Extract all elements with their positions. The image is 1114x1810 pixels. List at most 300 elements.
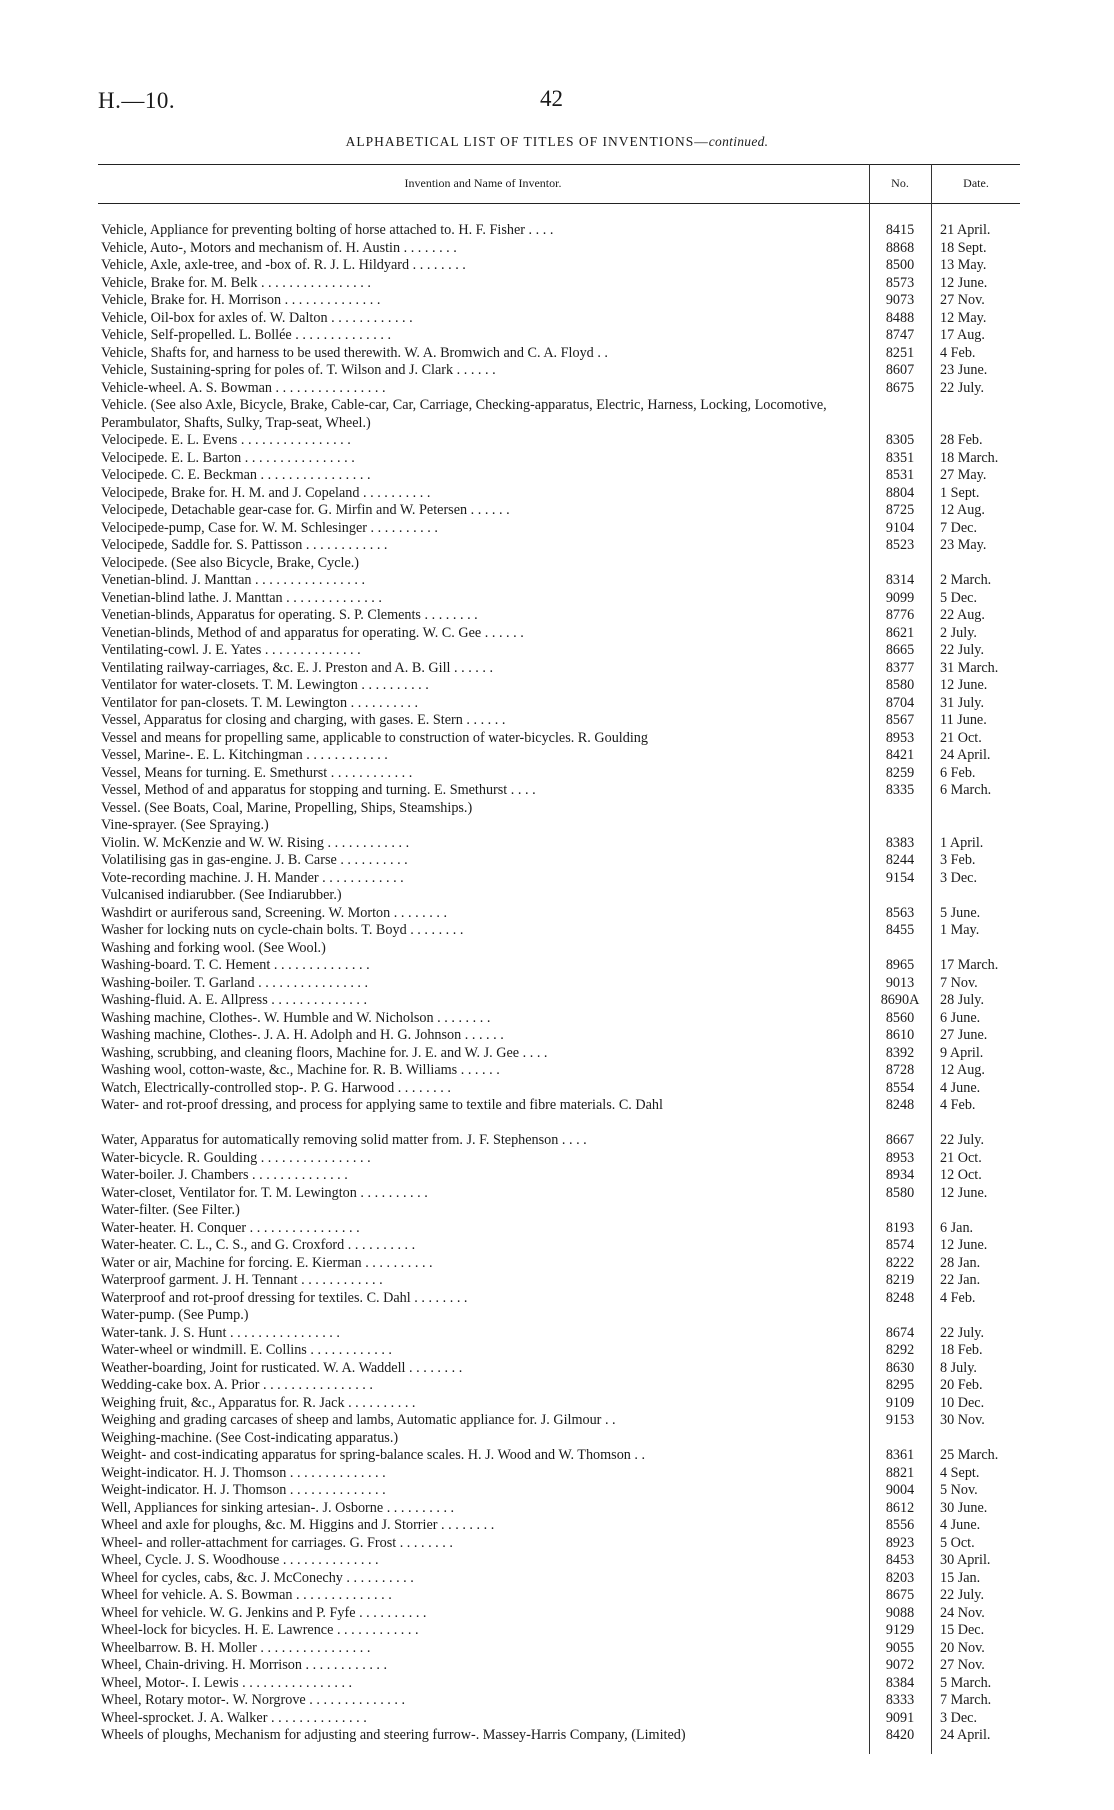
entry-row (0, 450, 1114, 468)
entry-title: Velocipede. E. L. Barton . . . . . . . . . . . . . . . . (101, 449, 355, 466)
entry-number: 8612 (885, 1499, 915, 1516)
entry-number: 8665 (885, 642, 915, 658)
entry-date: 23 June. (940, 362, 988, 378)
entry-row (0, 345, 1114, 363)
entry-number: 8567 (885, 712, 915, 728)
entry-title: Vote-recording machine. J. H. Mander . . . . . . . . . . . . (101, 869, 404, 886)
entry-date: 3 Feb. (940, 852, 976, 868)
entry-number: 8421 (885, 747, 915, 763)
entry-date: 22 July. (940, 642, 985, 658)
entry-date: 4 June. (940, 1079, 981, 1096)
entry-date: 7 Nov. (940, 974, 978, 991)
entry-date: 17 March. (940, 957, 999, 973)
entry-row (0, 975, 1114, 993)
entry-title: Wheel for vehicle. W. G. Jenkins and P. Fyfe . . . . . . . . . . (101, 1604, 427, 1621)
entry-date: 22 July. (940, 1324, 985, 1341)
entry-number: 9072 (885, 1657, 915, 1673)
entry-title: Vehicle, Appliance for preventing bolting of horse attached to. H. F. Fisher . . . . (101, 222, 554, 238)
entry-row (0, 275, 1114, 293)
entry-row (0, 555, 1114, 573)
entry-date: 6 Jan. (940, 1219, 974, 1236)
entry-date: 21 Oct. (940, 729, 982, 746)
entry-title: Washing-boiler. T. Garland . . . . . . . . . . . . . . . . (101, 974, 369, 991)
entry-number: 8580 (885, 677, 915, 693)
entry-date: 27 June. (940, 1027, 988, 1043)
entry-row (0, 1080, 1114, 1098)
entry-date: 15 Dec. (940, 1622, 985, 1638)
entry-date: 21 Oct. (940, 1149, 982, 1166)
entry-number: 8923 (885, 1534, 915, 1551)
entry-row (0, 327, 1114, 345)
entry-number: 9153 (885, 1412, 915, 1428)
entry-number: 8953 (885, 729, 915, 746)
entry-title: Washdirt or auriferous sand, Screening. W. Morton . . . . . . . . (101, 904, 447, 921)
entry-title: Vehicle, Sustaining-spring for poles of. T. Wilson and J. Clark . . . . . . (101, 362, 496, 378)
entry-row (0, 852, 1114, 870)
entry-title: Vehicle, Oil-box for axles of. W. Dalton . . . . . . . . . . . . (101, 309, 413, 326)
entry-row (0, 1272, 1114, 1290)
entry-date: 28 Jan. (940, 1254, 981, 1271)
entry-date: 5 Dec. (940, 589, 978, 606)
entry-number: 8934 (885, 1167, 915, 1183)
entry-number: 9109 (885, 1394, 915, 1411)
entry-date: 5 March. (940, 1674, 992, 1691)
entry-date: 6 June. (940, 1009, 981, 1026)
entry-number: 8351 (885, 449, 915, 466)
entry-row (0, 1465, 1114, 1483)
entry-date: 17 Aug. (940, 327, 985, 343)
entry-number: 8704 (885, 694, 915, 711)
entry-number: 8415 (885, 222, 915, 238)
entry-title: Weighing fruit, &c., Apparatus for. R. Jack . . . . . . . . . . (101, 1394, 416, 1411)
entry-number: 8453 (885, 1552, 915, 1568)
entry-title: Weight-indicator. H. J. Thomson . . . . . . . . . . . . . . (101, 1464, 386, 1481)
entry-number: 8821 (885, 1464, 915, 1481)
entry-title: Vessel and means for propelling same, applicable to construction of water-bicycles. R. Goulding (101, 729, 648, 746)
entry-date: 28 July. (940, 992, 985, 1008)
entry-row (0, 1290, 1114, 1308)
entry-number: 8560 (885, 1009, 915, 1026)
entry-row (0, 1675, 1114, 1693)
column-header-no: No. (891, 176, 909, 190)
entry-title: Washing and forking wool. (See Wool.) (101, 939, 326, 956)
entry-title: Ventilator for pan-closets. T. M. Lewington . . . . . . . . . . (101, 694, 419, 711)
entry-title: Water-bicycle. R. Goulding . . . . . . . . . . . . . . . . (101, 1149, 371, 1166)
entry-row (0, 1500, 1114, 1518)
entry-row (0, 1045, 1114, 1063)
header-rule-bottom (98, 203, 1020, 204)
entry-number: 8953 (885, 1149, 915, 1166)
list-title-continued: continued. (708, 134, 769, 149)
entry-title: Wheel, Rotary motor-. W. Norgrove . . . . . . . . . . . . . . (101, 1692, 406, 1708)
entry-row (0, 1132, 1114, 1150)
entry-number: 8523 (885, 537, 915, 553)
entry-number: 8630 (885, 1359, 915, 1376)
entry-row (0, 677, 1114, 695)
entry-row (0, 1587, 1114, 1605)
entry-number: 8573 (885, 274, 915, 291)
entry-title: Velocipede, Saddle for. S. Pattisson . . . . . . . . . . . . (101, 537, 388, 553)
entry-row (0, 607, 1114, 625)
entry-title: Ventilating-cowl. J. E. Yates . . . . . . . . . . . . . . (101, 642, 361, 658)
entry-number: 8500 (885, 257, 915, 273)
header-rule-top (98, 164, 1020, 165)
entry-row (0, 922, 1114, 940)
entry-title: Vessel. (See Boats, Coal, Marine, Propelling, Ships, Steamships.) (101, 799, 473, 816)
entry-number: 8292 (885, 1342, 915, 1358)
entry-row (0, 1010, 1114, 1028)
entry-number: 8580 (885, 1184, 915, 1201)
entry-date: 7 Dec. (940, 519, 978, 536)
entry-row (0, 1342, 1114, 1360)
entry-row (0, 712, 1114, 730)
entry-row (0, 432, 1114, 450)
entry-date: 30 June. (940, 1499, 988, 1516)
entry-date: 2 July. (940, 624, 977, 641)
entry-row (0, 1412, 1114, 1430)
entry-date: 24 Nov. (940, 1604, 985, 1621)
page-number: 42 (540, 86, 563, 111)
entry-title: Wheel, Chain-driving. H. Morrison . . . . . . . . . . . . (101, 1657, 388, 1673)
entry-date: 3 Dec. (940, 1709, 978, 1726)
entry-number: 9099 (885, 589, 915, 606)
entry-title: Water-tank. J. S. Hunt . . . . . . . . . . . . . . . . (101, 1324, 340, 1341)
entry-title: Washing-board. T. C. Hement . . . . . . . . . . . . . . (101, 957, 370, 973)
entry-title: Vessel, Apparatus for closing and charging, with gases. E. Stern . . . . . . (101, 712, 506, 728)
entry-title: Vehicle, Axle, axle-tree, and -box of. R. J. L. Hildyard . . . . . . . . (101, 257, 466, 273)
entry-number: 8455 (885, 922, 915, 938)
entry-date: 18 Feb. (940, 1342, 983, 1358)
entry-number: 8747 (885, 327, 915, 343)
entry-row (0, 695, 1114, 713)
entry-date: 22 July. (940, 379, 985, 396)
entry-number: 9154 (885, 869, 915, 886)
entry-date: 20 Feb. (940, 1377, 983, 1393)
entry-row (0, 1640, 1114, 1658)
entry-date: 31 July. (940, 694, 985, 711)
entry-number: 8610 (885, 1027, 915, 1043)
entry-row (0, 1570, 1114, 1588)
entry-row (0, 1692, 1114, 1710)
entry-row (0, 590, 1114, 608)
entry-date: 2 March. (940, 572, 992, 588)
entry-date: 27 May. (940, 467, 987, 483)
list-title-main: ALPHABETICAL LIST OF TITLES OF INVENTIONS— (345, 134, 709, 149)
entry-number: 9055 (885, 1639, 915, 1656)
entry-row (0, 310, 1114, 328)
entry-title: Water-boiler. J. Chambers . . . . . . . . . . . . . . (101, 1167, 348, 1183)
entry-date: 12 Aug. (940, 502, 985, 518)
entry-row (0, 1430, 1114, 1448)
entry-number: 8607 (885, 362, 915, 378)
entry-number: 8305 (885, 432, 915, 448)
entry-date: 28 Feb. (940, 432, 983, 448)
entry-row (0, 485, 1114, 503)
entry-row (0, 1255, 1114, 1273)
entry-date: 24 April. (940, 1727, 991, 1743)
entry-number: 9104 (885, 519, 915, 536)
entries-list (0, 222, 1114, 1762)
entry-row (0, 747, 1114, 765)
entry-title: Washing machine, Clothes-. W. Humble and W. Nicholson . . . . . . . . (101, 1009, 491, 1026)
entry-title: Water-closet, Ventilator for. T. M. Lewington . . . . . . . . . . (101, 1184, 428, 1201)
entry-row (0, 1605, 1114, 1623)
entry-title: Velocipede. (See also Bicycle, Brake, Cycle.) (101, 554, 360, 571)
entry-row (0, 940, 1114, 958)
entry-number: 8674 (885, 1324, 915, 1341)
entry-title: Water-heater. H. Conquer . . . . . . . . . . . . . . . . (101, 1219, 360, 1236)
entry-number: 9088 (885, 1604, 915, 1621)
entry-number: 8361 (885, 1447, 915, 1463)
entry-title: Weight- and cost-indicating apparatus for spring-balance scales. H. J. Wood and W. Thomson . . (101, 1447, 646, 1463)
entry-number: 8392 (885, 1044, 915, 1061)
entry-title: Water-filter. (See Filter.) (101, 1202, 240, 1218)
entry-title: Velocipede. E. L. Evens . . . . . . . . . . . . . . . . (101, 432, 351, 448)
entry-number: 8384 (885, 1674, 915, 1691)
entry-title: Waterproof garment. J. H. Tennant . . . . . . . . . . . . (101, 1272, 383, 1288)
entry-number: 8488 (885, 309, 915, 326)
entry-row (0, 1657, 1114, 1675)
entry-date: 12 June. (940, 1184, 988, 1201)
entry-title: Vessel, Means for turning. E. Smethurst . . . . . . . . . . . . (101, 764, 413, 781)
entry-title: Wheel-lock for bicycles. H. E. Lawrence . . . . . . . . . . . . (101, 1622, 419, 1638)
entry-row (0, 222, 1114, 240)
entry-date: 12 June. (940, 677, 988, 693)
entry-date: 8 July. (940, 1359, 977, 1376)
entry-title: Wheel, Motor-. I. Lewis . . . . . . . . . . . . . . . . (101, 1674, 353, 1691)
entry-number: 8295 (885, 1377, 915, 1393)
entry-date: 30 April. (940, 1552, 991, 1568)
entry-row (0, 730, 1114, 748)
entry-row (0, 257, 1114, 275)
entry-number: 9013 (885, 974, 915, 991)
entry-row (0, 817, 1114, 835)
entry-row (0, 905, 1114, 923)
entry-row (0, 765, 1114, 783)
entry-date: 6 Feb. (940, 764, 976, 781)
entry-number: 8203 (885, 1569, 915, 1586)
entry-date: 4 Feb. (940, 344, 976, 361)
entry-title: Watch, Electrically-controlled stop-. P. G. Harwood . . . . . . . . (101, 1079, 451, 1096)
entry-title: Velocipede, Brake for. H. M. and J. Copeland . . . . . . . . . . (101, 484, 431, 501)
entry-row (0, 397, 1114, 432)
entry-date: 25 March. (940, 1447, 999, 1463)
entry-title: Vehicle, Self-propelled. L. Bollée . . . . . . . . . . . . . . (101, 327, 391, 343)
entry-number: 8574 (885, 1237, 915, 1253)
entry-title: Volatilising gas in gas-engine. J. B. Carse . . . . . . . . . . (101, 852, 408, 868)
entry-title: Vessel, Method of and apparatus for stopping and turning. E. Smethurst . . . . (101, 782, 536, 798)
entry-date: 5 Nov. (940, 1482, 978, 1498)
entry-title: Washing wool, cotton-waste, &c., Machine for. R. B. Williams . . . . . . (101, 1062, 500, 1078)
entry-title: Velocipede. C. E. Beckman . . . . . . . . . . . . . . . . (101, 467, 371, 483)
entry-row (0, 1220, 1114, 1238)
entry-date: 27 Nov. (940, 1657, 985, 1673)
entry-row (0, 887, 1114, 905)
entry-date: 22 Jan. (940, 1272, 981, 1288)
entry-number: 8420 (885, 1727, 915, 1743)
entry-number: 9091 (885, 1709, 915, 1726)
entry-date: 3 Dec. (940, 869, 978, 886)
entry-number: 8667 (885, 1132, 915, 1148)
entry-number: 8244 (885, 852, 915, 868)
page-code: H.—10. (98, 88, 176, 113)
entry-number: 8219 (885, 1272, 915, 1288)
entry-row (0, 1150, 1114, 1168)
entry-row (0, 1447, 1114, 1465)
entry-row (0, 1535, 1114, 1553)
entry-title: Washing machine, Clothes-. J. A. H. Adolph and H. G. Johnson . . . . . . (101, 1027, 504, 1043)
entry-number: 8556 (885, 1517, 915, 1533)
entry-row (0, 1727, 1114, 1762)
entry-row (0, 800, 1114, 818)
entry-date: 1 Sept. (940, 484, 980, 501)
entry-number: 8675 (885, 1587, 915, 1603)
entry-title: Venetian-blinds, Method of and apparatus for operating. W. C. Gee . . . . . . (101, 624, 524, 641)
entry-title: Washing, scrubbing, and cleaning floors, Machine for. J. E. and W. J. Gee . . . . (101, 1044, 548, 1061)
entry-date: 4 June. (940, 1517, 981, 1533)
entry-date: 20 Nov. (940, 1639, 985, 1656)
entry-title: Wedding-cake box. A. Prior . . . . . . . . . . . . . . . . (101, 1377, 373, 1393)
entry-title: Wheelbarrow. B. H. Moller . . . . . . . . . . . . . . . . (101, 1639, 371, 1656)
entry-number: 9129 (885, 1622, 915, 1638)
entry-title: Waterproof and rot-proof dressing for textiles. C. Dahl . . . . . . . . (101, 1289, 468, 1306)
entry-title: Venetian-blinds, Apparatus for operating. S. P. Clements . . . . . . . . (101, 607, 478, 623)
entry-date: 13 May. (940, 257, 987, 273)
entry-number: 8383 (885, 834, 915, 851)
entry-title: Water-wheel or windmill. E. Collins . . . . . . . . . . . . (101, 1342, 392, 1358)
entry-title: Vulcanised indiarubber. (See Indiarubber.) (101, 887, 342, 903)
entry-date: 9 April. (940, 1044, 984, 1061)
entry-row (0, 1395, 1114, 1413)
entry-title: Weighing and grading carcases of sheep and lambs, Automatic appliance for. J. Gilmour . . (101, 1412, 616, 1428)
entry-row (0, 362, 1114, 380)
entry-date: 7 March. (940, 1692, 992, 1708)
entry-row (0, 1710, 1114, 1728)
entry-date: 23 May. (940, 537, 987, 553)
entry-row (0, 992, 1114, 1010)
entry-date: 1 May. (940, 922, 980, 938)
entry-number: 8554 (885, 1079, 915, 1096)
entry-row (0, 537, 1114, 555)
entry-title: Velocipede-pump, Case for. W. M. Schlesinger . . . . . . . . . . (101, 519, 438, 536)
entry-number: 8248 (885, 1097, 915, 1113)
entry-date: 12 Aug. (940, 1062, 985, 1078)
entry-number: 8804 (885, 484, 915, 501)
entry-date: 22 July. (940, 1587, 985, 1603)
entry-title: Wheels of ploughs, Mechanism for adjusting and steering furrow-. Massey-Harris Company, (Limited) (101, 1727, 686, 1743)
entry-date: 22 Aug. (940, 607, 985, 623)
entry-title: Vehicle, Shafts for, and harness to be used therewith. W. A. Bromwich and C. A. Floyd . . (101, 344, 608, 361)
entry-date: 10 Dec. (940, 1394, 985, 1411)
entry-row (0, 870, 1114, 888)
entry-number: 8690A (880, 992, 920, 1008)
entry-row (0, 660, 1114, 678)
entry-title: Venetian-blind. J. Manttan . . . . . . . . . . . . . . . . (101, 572, 366, 588)
entry-date: 4 Feb. (940, 1289, 976, 1306)
entry-date: 18 March. (940, 449, 999, 466)
entry-date: 18 Sept. (940, 239, 987, 256)
entry-number: 8335 (885, 782, 915, 798)
entry-title: Weight-indicator. H. J. Thomson . . . . . . . . . . . . . . (101, 1482, 386, 1498)
entry-title: Washer for locking nuts on cycle-chain bolts. T. Boyd . . . . . . . . (101, 922, 464, 938)
entry-title: Vehicle-wheel. A. S. Bowman . . . . . . . . . . . . . . . . (101, 379, 386, 396)
entry-date: 27 Nov. (940, 292, 985, 308)
entry-title: Water- and rot-proof dressing, and process for applying same to textile and fibre materials. C. Dahl (101, 1097, 663, 1113)
entry-date: 15 Jan. (940, 1569, 981, 1586)
entry-date: 22 July. (940, 1132, 985, 1148)
entry-row (0, 1027, 1114, 1045)
entry-title: Vehicle, Brake for. H. Morrison . . . . . . . . . . . . . . (101, 292, 381, 308)
entry-title: Water or air, Machine for forcing. E. Kierman . . . . . . . . . . (101, 1254, 433, 1271)
entry-row (0, 1517, 1114, 1535)
entry-title: Ventilator for water-closets. T. M. Lewington . . . . . . . . . . (101, 677, 429, 693)
entry-title: Wheel for vehicle. A. S. Bowman . . . . . . . . . . . . . . (101, 1587, 392, 1603)
entry-row (0, 240, 1114, 258)
entry-row (0, 957, 1114, 975)
entry-number: 8965 (885, 957, 915, 973)
entry-date: 12 June. (940, 1237, 988, 1253)
entry-row (0, 1552, 1114, 1570)
entry-title: Water-pump. (See Pump.) (101, 1307, 249, 1323)
entry-row (0, 642, 1114, 660)
column-header-invention: Invention and Name of Inventor. (404, 176, 562, 190)
entry-number: 8776 (885, 607, 915, 623)
entry-date: 12 May. (940, 309, 987, 326)
entry-title: Washing-fluid. A. E. Allpress . . . . . . . . . . . . . . (101, 992, 368, 1008)
entry-row (0, 1325, 1114, 1343)
entry-row (0, 1097, 1114, 1132)
entry-number: 8728 (885, 1062, 915, 1078)
entry-row (0, 1482, 1114, 1500)
entry-date: 5 Oct. (940, 1534, 975, 1551)
entry-date: 21 April. (940, 222, 991, 238)
entry-title: Venetian-blind lathe. J. Manttan . . . . . . . . . . . . . . (101, 589, 382, 606)
entry-number: 8259 (885, 764, 915, 781)
entry-date: 12 Oct. (940, 1167, 982, 1183)
entry-row (0, 1237, 1114, 1255)
list-title (0, 134, 1114, 150)
entry-date: 31 March. (940, 659, 999, 676)
entry-row (0, 572, 1114, 590)
entry-row (0, 1307, 1114, 1325)
entry-title: Vehicle. (See also Axle, Bicycle, Brake, Cable-car, Car, Carriage, Checking-apparatus, Electric, Harness, Locking, Locomotive, Perambulator, Shafts, Sulky, Trap-seat, Wheel.) (101, 397, 827, 431)
entry-title: Water-heater. C. L., C. S., and G. Croxford . . . . . . . . . . (101, 1237, 416, 1253)
entry-title: Wheel-sprocket. J. A. Walker . . . . . . . . . . . . . . (101, 1709, 367, 1726)
entry-row (0, 380, 1114, 398)
entry-number: 8621 (885, 624, 915, 641)
entry-title: Wheel, Cycle. J. S. Woodhouse . . . . . . . . . . . . . . (101, 1552, 379, 1568)
entry-title: Wheel for cycles, cabs, &c. J. McConechy . . . . . . . . . . (101, 1569, 414, 1586)
entry-row (0, 835, 1114, 853)
entry-date: 11 June. (940, 712, 987, 728)
entry-row (0, 782, 1114, 800)
entry-number: 8675 (885, 379, 915, 396)
entry-title: Violin. W. McKenzie and W. W. Rising . . . . . . . . . . . . (101, 834, 410, 851)
entry-number: 8333 (885, 1692, 915, 1708)
entry-title: Weighing-machine. (See Cost-indicating apparatus.) (101, 1429, 399, 1446)
entry-row (0, 625, 1114, 643)
entry-title: Vessel, Marine-. E. L. Kitchingman . . . . . . . . . . . . (101, 747, 388, 763)
entry-title: Ventilating railway-carriages, &c. E. J. Preston and A. B. Gill . . . . . . (101, 659, 494, 676)
entry-date: 4 Feb. (940, 1097, 976, 1113)
entry-row (0, 1202, 1114, 1220)
entry-date: 1 April. (940, 834, 984, 851)
entry-date: 30 Nov. (940, 1412, 985, 1428)
entry-number: 9073 (885, 292, 915, 308)
entry-title: Vine-sprayer. (See Spraying.) (101, 817, 269, 833)
entry-date: 24 April. (940, 747, 991, 763)
entry-number: 9004 (885, 1482, 915, 1498)
